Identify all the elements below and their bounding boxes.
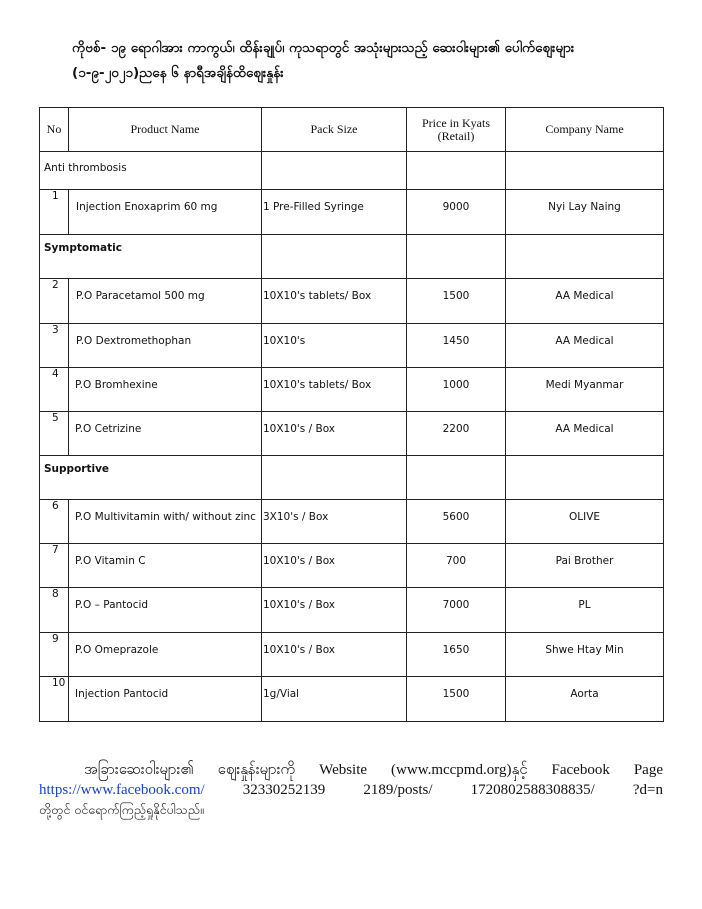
category-cell xyxy=(40,456,262,500)
footer-line-3: တို့တွင် ဝင်ရောက်ကြည့်ရှုနိုင်ပါသည်။ xyxy=(39,802,204,817)
company-name: AA Medical xyxy=(506,279,664,324)
table-row xyxy=(40,368,664,412)
row-number: 3 xyxy=(40,324,69,368)
row-number: 7 xyxy=(40,544,69,588)
price: 700 xyxy=(407,544,506,588)
category-cell xyxy=(40,235,262,279)
product-name: P.O – Pantocid xyxy=(69,588,262,633)
footer-note xyxy=(39,760,663,820)
row-number: 2 xyxy=(40,279,69,324)
pack-size: 10X10's tablets/ Box xyxy=(262,368,407,412)
title-line-1: ကိုဗစ်- ၁၉ ရောဂါအား ကာကွယ်၊ ထိန်းချုပ်၊ ကုသရာတွင် အသုံးများသည့် ဆေးဝါးများ၏ ပေါက်ဈေးများ xyxy=(72,40,575,56)
category-label: Symptomatic xyxy=(44,242,122,254)
price: 1500 xyxy=(407,279,506,324)
table-row xyxy=(40,279,664,324)
table-row xyxy=(40,633,664,677)
header-company-name: Company Name xyxy=(506,108,664,152)
price: 1650 xyxy=(407,633,506,677)
header-price-line2: (Retail) xyxy=(437,128,475,143)
price: 7000 xyxy=(407,588,506,633)
product-name: P.O Paracetamol 500 mg xyxy=(69,279,262,324)
company-name: PL xyxy=(506,588,664,633)
pack-size: 10X10's / Box xyxy=(262,412,407,456)
table-row xyxy=(40,588,664,633)
header-price xyxy=(407,108,506,152)
row-number: 5 xyxy=(40,412,69,456)
pack-size: 10X10's / Box xyxy=(262,544,407,588)
header-product-name: Product Name xyxy=(69,108,262,152)
company-name: Aorta xyxy=(506,677,664,722)
category-row xyxy=(40,235,664,279)
row-number: 9 xyxy=(40,633,69,677)
price: 2200 xyxy=(407,412,506,456)
table-row xyxy=(40,677,664,722)
pack-size: 1g/Vial xyxy=(262,677,407,722)
title-line-2: (၁-၉-၂၀၂၁)ညနေ ၆ နာရီအချိန်ထိဈေးနှုန်း xyxy=(72,65,284,81)
pack-size: 10X10's tablets/ Box xyxy=(262,279,407,324)
company-name: AA Medical xyxy=(506,324,664,368)
header-no: No xyxy=(40,108,69,152)
company-name: OLIVE xyxy=(506,500,664,544)
pack-size: 10X10's / Box xyxy=(262,588,407,633)
product-name: P.O Vitamin C xyxy=(69,544,262,588)
pack-size: 10X10's xyxy=(262,324,407,368)
product-name: P.O Multivitamin with/ without zinc xyxy=(69,500,262,544)
category-row xyxy=(40,152,664,190)
pack-size: 10X10's / Box xyxy=(262,633,407,677)
company-name: AA Medical xyxy=(506,412,664,456)
header-price-line1: Price in Kyats xyxy=(422,115,490,130)
table-row xyxy=(40,324,664,368)
price: 1450 xyxy=(407,324,506,368)
row-number: 4 xyxy=(40,368,69,412)
price-table xyxy=(39,107,664,722)
row-number: 6 xyxy=(40,500,69,544)
price: 9000 xyxy=(407,190,506,235)
product-name: Injection Pantocid xyxy=(69,677,262,722)
category-row xyxy=(40,456,664,500)
product-name: P.O Bromhexine xyxy=(69,368,262,412)
company-name: Nyi Lay Naing xyxy=(506,190,664,235)
category-cell xyxy=(40,152,262,190)
company-name: Pai Brother xyxy=(506,544,664,588)
facebook-link[interactable]: https://www.facebook.com/ xyxy=(39,782,205,798)
product-name: P.O Cetrizine xyxy=(69,412,262,456)
category-label: Supportive xyxy=(44,463,110,475)
product-name: P.O Omeprazole xyxy=(69,633,262,677)
price: 1000 xyxy=(407,368,506,412)
footer-line-2 xyxy=(39,780,663,800)
footer-line-1: အခြားဆေးဝါးများ၏ ဈေးနှုန်းများကို Website (www.mccpmd.org)နှင့် Facebook Page xyxy=(84,762,663,778)
table-row xyxy=(40,500,664,544)
price: 5600 xyxy=(407,500,506,544)
price: 1500 xyxy=(407,677,506,722)
row-number: 10 xyxy=(40,677,69,722)
table-row xyxy=(40,544,664,588)
table-row xyxy=(40,190,664,235)
facebook-link-rest: 32330252139 2189/posts/ 1720802588308835/ ?d=n xyxy=(242,782,663,798)
table-header-row xyxy=(40,108,664,152)
pack-size: 1 Pre-Filled Syringe xyxy=(262,190,407,235)
category-label: Anti thrombosis xyxy=(44,162,127,174)
table-row xyxy=(40,412,664,456)
company-name: Shwe Htay Min xyxy=(506,633,664,677)
product-name: P.O Dextromethophan xyxy=(69,324,262,368)
document-title xyxy=(72,36,672,86)
row-number: 8 xyxy=(40,588,69,633)
pack-size: 3X10's / Box xyxy=(262,500,407,544)
company-name: Medi Myanmar xyxy=(506,368,664,412)
row-number: 1 xyxy=(40,190,69,235)
product-name: Injection Enoxaprim 60 mg xyxy=(69,190,262,235)
header-pack-size: Pack Size xyxy=(262,108,407,152)
